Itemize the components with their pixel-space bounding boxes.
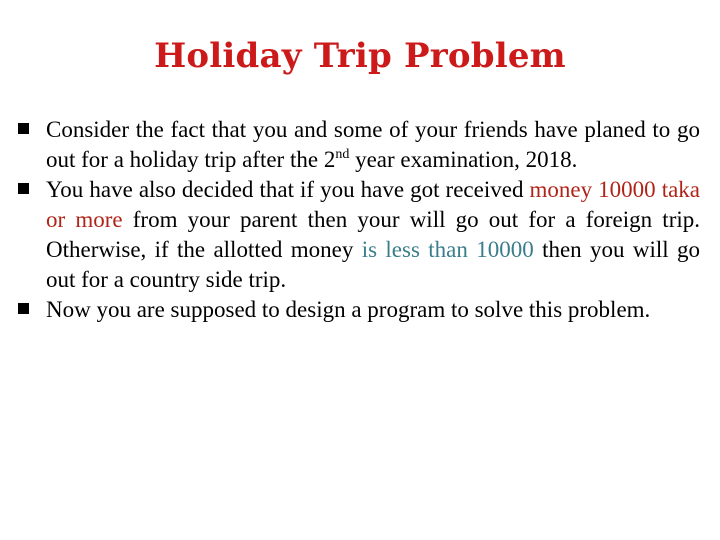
- ordinal-suffix: nd: [335, 147, 350, 162]
- bullet-text: year examination, 2018.: [349, 147, 578, 172]
- bullet-item: [46, 175, 700, 295]
- bullet-text: Now you are supposed to design a program to solve this problem.: [46, 297, 651, 322]
- square-bullet-icon: [18, 303, 29, 314]
- highlight-money-phrase: money 10000 taka or more: [46, 177, 700, 232]
- bullet-text: then you will go out for a country side trip.: [46, 237, 700, 292]
- slide-title: Holiday Trip Problem: [154, 36, 566, 76]
- bullet-list: [46, 115, 700, 325]
- square-bullet-icon: [18, 123, 29, 134]
- highlight-less-phrase: is less than 10000: [361, 237, 534, 262]
- bullet-text: You have also decided that if you have got received: [46, 177, 530, 202]
- square-bullet-icon: [18, 183, 29, 194]
- bullet-text: Consider the fact that you and some of your friends have planed to go out for a holiday trip after the 2: [46, 117, 700, 172]
- bullet-item: [46, 295, 700, 325]
- bullet-item: [46, 115, 700, 175]
- bullet-text: from your parent then your will go out for a foreign trip. Otherwise, if the allotted money: [46, 207, 700, 262]
